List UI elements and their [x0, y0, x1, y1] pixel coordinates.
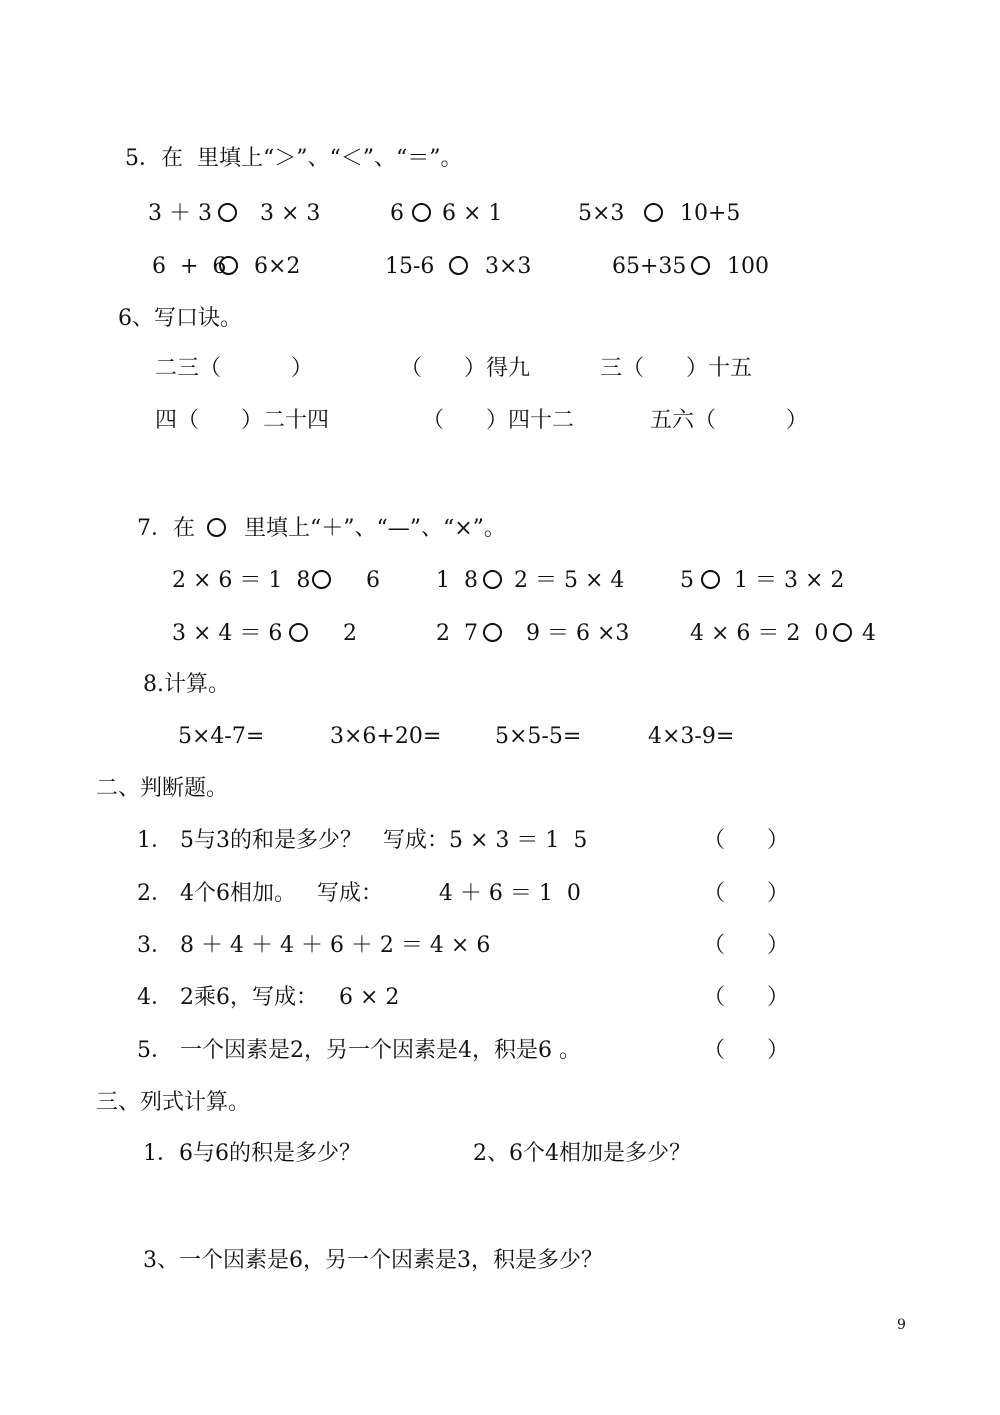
q5-r1-expr6: 10+5 — [680, 201, 741, 226]
q7-r2-expr5: 4 × 6 ＝ 2 0 — [690, 621, 829, 646]
q5-r2-expr1: 6 + 6 — [152, 254, 227, 279]
s3-question3: 3、一个因素是6，另一个因素是3，积是多少？ — [143, 1248, 603, 1273]
q7-r2-expr4: 9 ＝ 6 ×3 — [526, 621, 630, 646]
q6-r2-item2: （ ）四十二 — [422, 408, 574, 433]
q7-r1-expr3: 1 8 — [436, 568, 478, 593]
s2-item4-answer[interactable]: （ ） — [703, 985, 789, 1010]
q6-r1-item3: 三（ ）十五 — [600, 356, 752, 381]
section3-title: 三、列式计算。 — [96, 1090, 251, 1115]
q8-title: 8.计算。 — [143, 672, 230, 697]
q5-r1-expr3: 6 — [390, 201, 404, 226]
page-number: 9 — [897, 1317, 906, 1333]
q7-r2-circle3[interactable] — [833, 623, 852, 642]
s2-item3: 3． 8 ＋ 4 ＋ 4 ＋ 6 ＋ 2 ＝ 4 × 6 — [137, 933, 491, 958]
q7-r2-expr1: 3 × 4 ＝ 6 — [172, 621, 283, 646]
s2-item2-answer[interactable]: （ ） — [703, 881, 789, 906]
q5-r2-expr5: 65+35 — [612, 254, 687, 279]
q7-r2-circle2[interactable] — [483, 623, 502, 642]
q6-title: 6、写口诀。 — [118, 306, 242, 331]
q5-r2-expr2: 6×2 — [254, 254, 301, 279]
section2-title: 二、判断题。 — [96, 776, 229, 801]
q7-r2-expr2: 2 — [343, 621, 357, 646]
q5-r1-expr4: 6 × 1 — [442, 201, 503, 226]
s2-item2: 2． 4个6相加。 写成： 4 ＋ 6 ＝ 1 0 — [137, 881, 581, 906]
q7-r1-circle1[interactable] — [312, 570, 331, 589]
q5-r2-expr6: 100 — [727, 254, 769, 279]
q5-r2-expr3: 15-6 — [385, 254, 435, 279]
s2-item4: 4． 2乘6，写成： 6 × 2 — [137, 985, 400, 1010]
q7-r1-expr5: 5 — [680, 568, 694, 593]
s2-item1-answer[interactable]: （ ） — [703, 828, 789, 853]
q7-r2-expr3: 2 7 — [436, 621, 478, 646]
q6-r1-item1: 二三（ ） — [155, 356, 313, 381]
q7-r1-circle3[interactable] — [701, 570, 720, 589]
q5-r1-expr1: 3 ＋ 3 — [148, 201, 212, 226]
s2-item3-answer[interactable]: （ ） — [703, 933, 789, 958]
q8-item1: 5×4-7= — [178, 724, 265, 749]
q7-title-circle — [207, 518, 226, 537]
s3-question2: 2、6个4相加是多少？ — [473, 1141, 691, 1166]
s2-item5-answer[interactable]: （ ） — [703, 1038, 789, 1063]
q7-r1-expr4: 2 ＝ 5 × 4 — [514, 568, 625, 593]
q7-r1-expr1: 2 × 6 ＝ 1 8 — [172, 568, 311, 593]
q5-r2-circle2[interactable] — [449, 256, 468, 275]
q8-item3: 5×5-5= — [495, 724, 582, 749]
q5-r1-circle2[interactable] — [412, 203, 431, 222]
q7-r1-expr6: 1 ＝ 3 × 2 — [734, 568, 845, 593]
q7-r1-circle2[interactable] — [483, 570, 502, 589]
q5-r1-circle3[interactable] — [644, 203, 663, 222]
q5-r2-circle1[interactable] — [219, 256, 238, 275]
q7-r2-circle1[interactable] — [289, 623, 308, 642]
q8-item2: 3×6+20= — [330, 724, 442, 749]
s2-item1: 1． 5与3的和是多少？ 写成：5 × 3 ＝ 1 5 — [137, 828, 588, 853]
q7-r1-expr2: 6 — [366, 568, 380, 593]
q5-r2-expr4: 3×3 — [485, 254, 532, 279]
q7-r2-expr6: 4 — [862, 621, 876, 646]
q8-item4: 4×3-9= — [648, 724, 735, 749]
q6-r2-item1: 四（ ）二十四 — [155, 408, 329, 433]
q5-title: 5．在 里填上“＞”、“＜”、“＝”。 — [125, 146, 463, 171]
q7-title-start: 7．在 — [137, 516, 195, 541]
q6-r1-item2: （ ）得九 — [400, 356, 530, 381]
q7-title-end: 里填上“＋”、“—”、“×”。 — [244, 516, 506, 541]
q5-r1-circle1[interactable] — [218, 203, 237, 222]
q5-r1-expr2: 3 × 3 — [260, 201, 321, 226]
q5-r2-circle3[interactable] — [691, 256, 710, 275]
q5-r1-expr5: 5×3 — [578, 201, 625, 226]
s3-question1: 1．6与6的积是多少？ — [143, 1141, 361, 1166]
s2-item5: 5． 一个因素是2，另一个因素是4，积是6 。 — [137, 1038, 581, 1063]
q6-r2-item3: 五六（ ） — [650, 408, 808, 433]
